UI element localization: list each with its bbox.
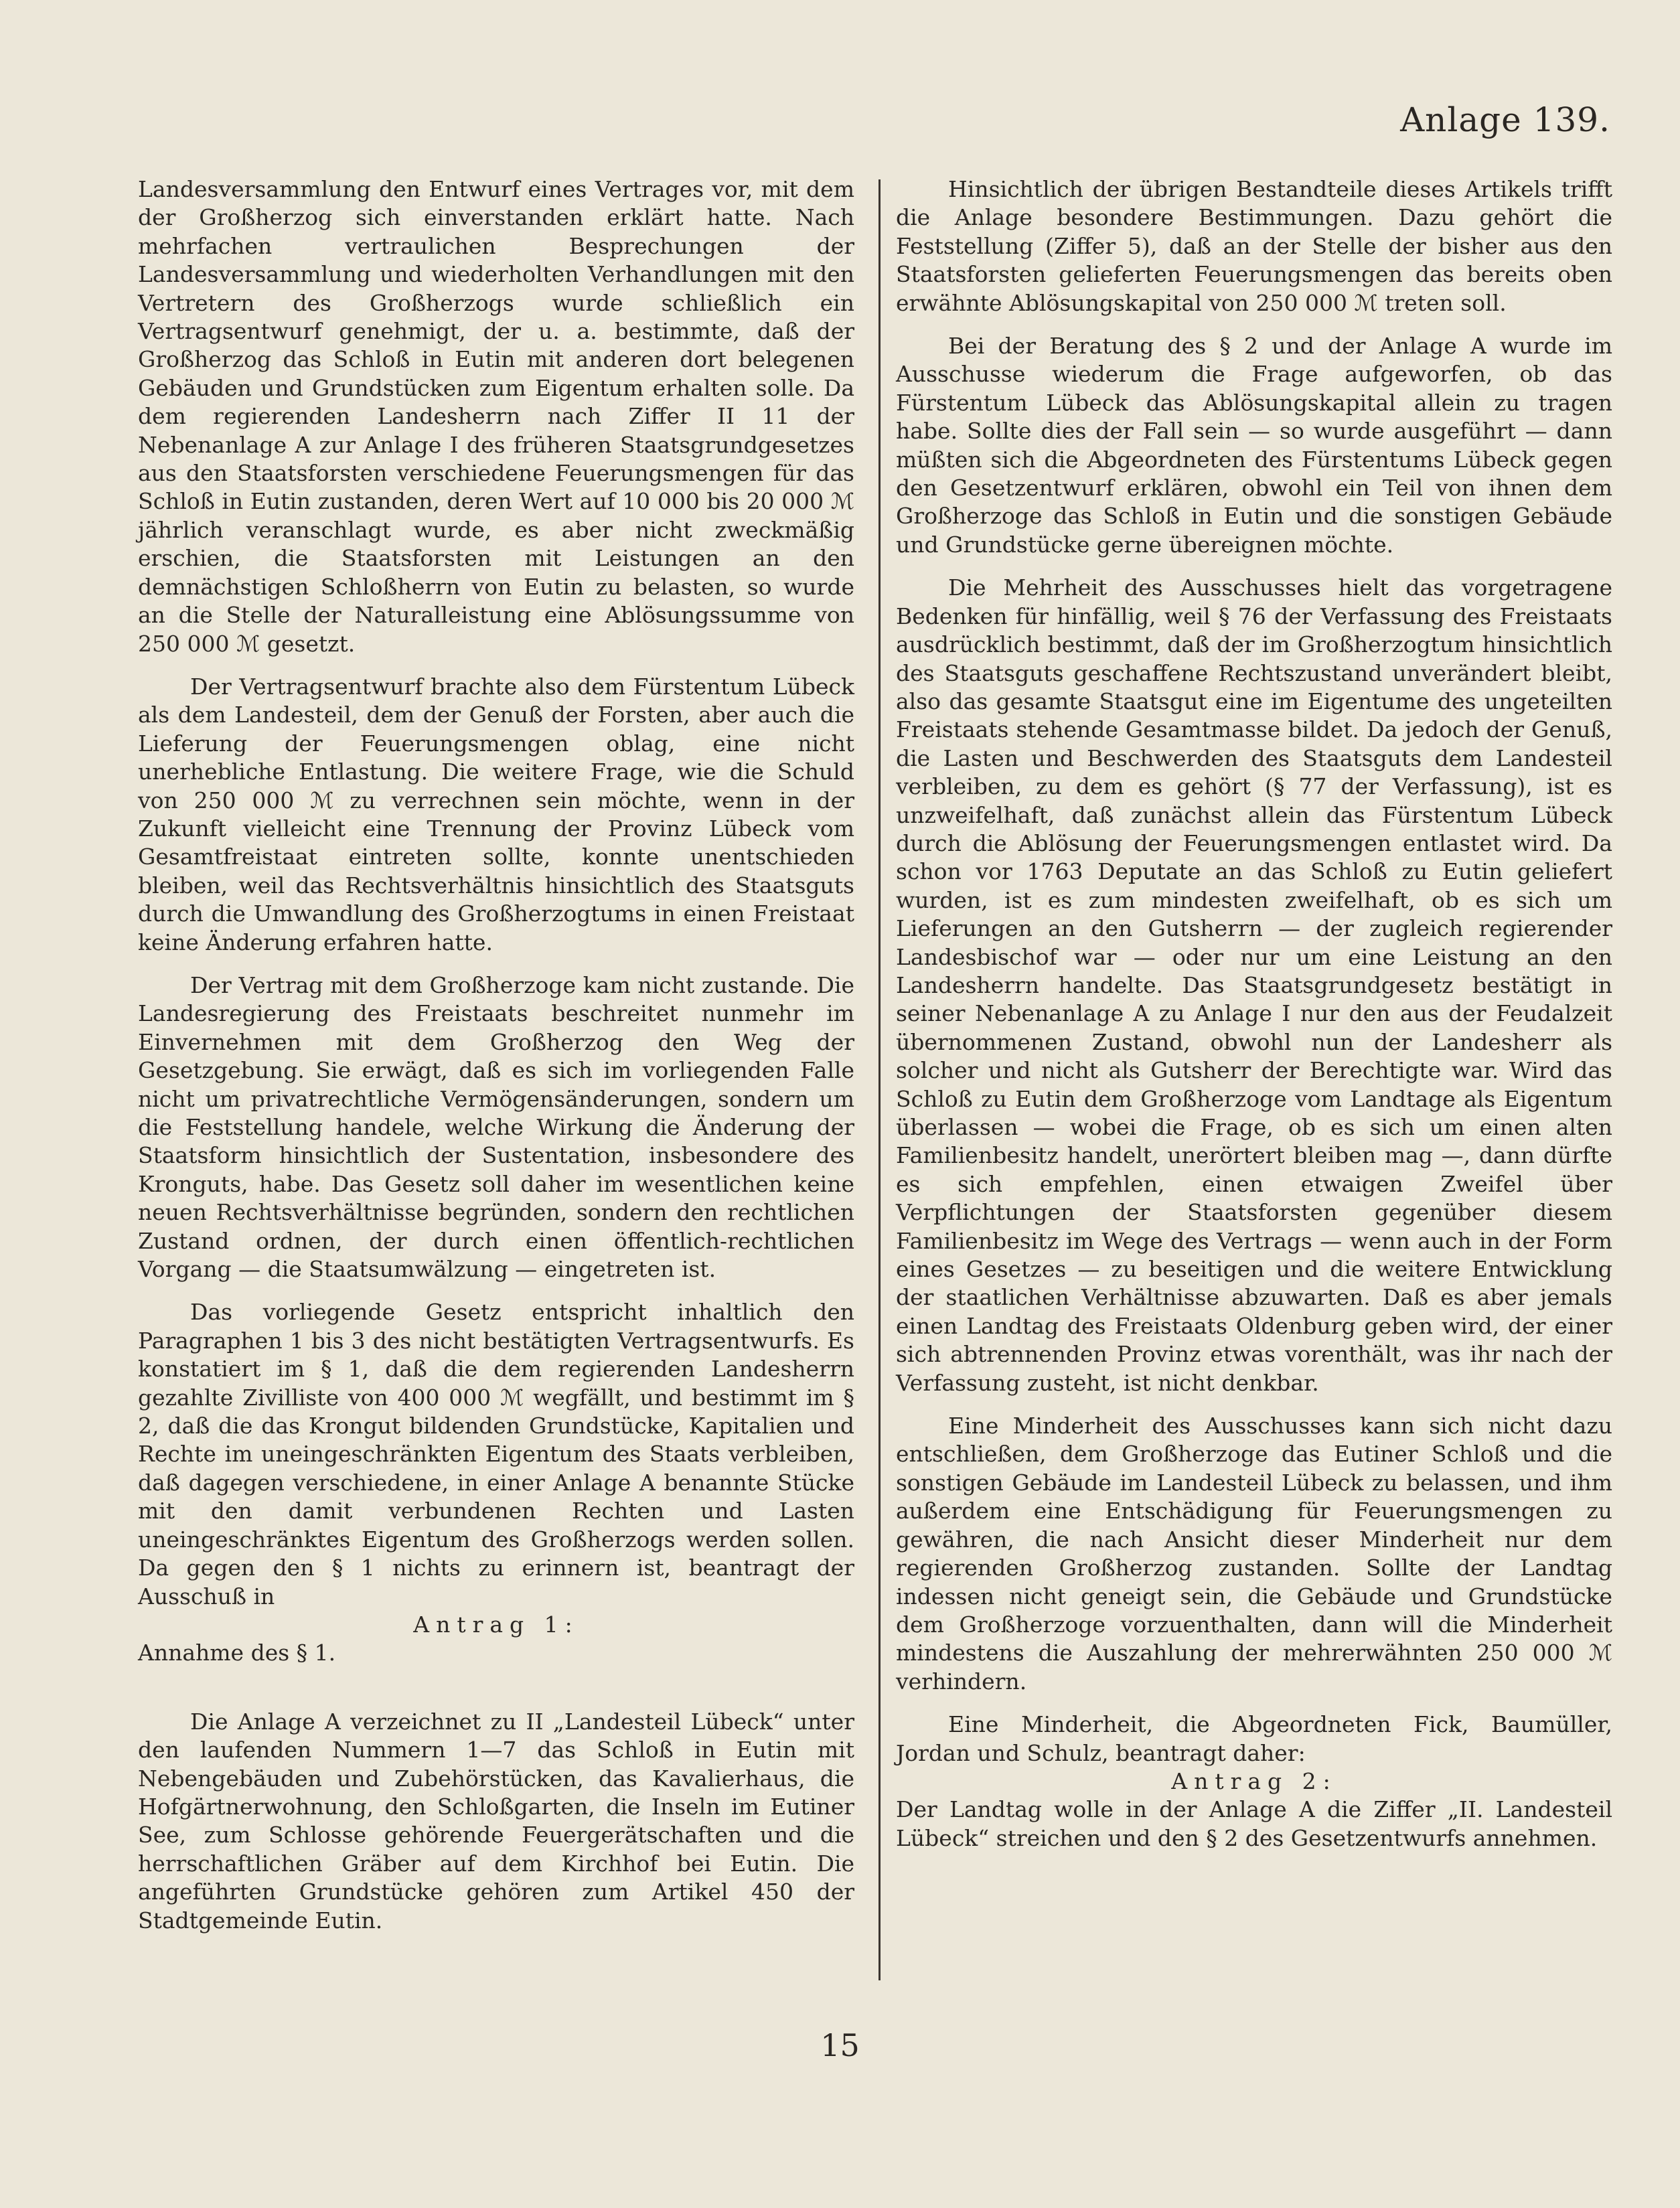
motion-text: Annahme des § 1.: [138, 1640, 336, 1666]
page-number: 15: [820, 2027, 860, 2063]
paragraph: Die Anlage A verzeichnet zu II „Landesteil Lübeck“ unter den laufenden Nummern 1—7 das Schloß in Eutin mit Nebengebäuden und Zubehörstücken, das Kavalierhaus, die Hofgärtnerwohnung, den Schloßgarten, die Inseln im Eutiner See, zum Schlosse gehörende Feuergerätschaften und die herrschaftlichen Gräber auf dem Kirchhof bei Eutin. Die angeführten Grundstücke gehören zum Artikel 450 der Stadtgemeinde Eutin.: [138, 1708, 854, 1934]
column-divider: [879, 179, 881, 1980]
paragraph: Der Vertrag mit dem Großherzoge kam nicht zustande. Die Landesregierung des Freistaats beschreitet nunmehr im Einvernehmen mit dem Großherzog den Weg der Gesetzgebung. Sie erwägt, daß es sich im vorliegenden Falle nicht um privatrechtliche Vermögensänderungen, sondern um die Feststellung handele, welche Wirkung die Änderung der Staatsform hinsichtlich der Sustentation, insbesondere des Kronguts, habe. Das Gesetz soll daher im wesentlichen keine neuen Rechtsverhältnisse begründen, sondern den rechtlichen Zustand ordnen, der durch einen öffentlich-rechtlichen Vorgang — die Staatsumwälzung — eingetreten ist.: [138, 971, 854, 1283]
paragraph: Der Vertragsentwurf brachte also dem Fürstentum Lübeck als dem Landesteil, dem der Genuß der Forsten, aber auch die Lieferung der Feuerungsmengen oblag, eine nicht unerhebliche Entlastung. Die weitere Frage, wie die Schuld von 250 000 ℳ zu verrechnen sein möchte, wenn in der Zukunft vielleicht eine Trennung der Provinz Lübeck vom Gesamtfreistaat eintreten sollte, konnte unentschieden bleiben, weil das Rechtsverhältnis hinsichtlich des Staatsguts durch die Umwandlung des Großherzogtums in einen Freistaat keine Änderung erfahren hatte.: [138, 673, 854, 955]
right-column: [896, 175, 1612, 1852]
paragraph: Bei der Beratung des § 2 und der Anlage A wurde im Ausschusse wiederum die Frage aufgeworfen, ob das Fürstentum Lübeck das Ablösungskapital allein zu tragen habe. Sollte dies der Fall sein — so wurde ausgeführt — dann müßten sich die Abgeordneten des Fürstentums Lübeck gegen den Gesetzentwurf erklären, obwohl ein Teil von ihnen dem Großherzoge das Schloß in Eutin und die sonstigen Gebäude und Grundstücke gerne übereignen möchte.: [896, 333, 1612, 558]
paragraph: Das vorliegende Gesetz entspricht inhaltlich den Paragraphen 1 bis 3 des nicht bestätigten Vertragsentwurfs. Es konstatiert im § 1, daß die dem regierenden Landesherrn gezahlte Zivilliste von 400 000 ℳ wegfällt, und bestimmt im § 2, daß die das Krongut bildenden Grundstücke, Kapitalien und Rechte im uneingeschränkten Eigentum des Staats verbleiben, daß dagegen verschiedene, in einer Anlage A benannte Stücke mit den damit verbundenen Rechten und Lasten uneingeschränktes Eigentum des Großherzogs werden sollen. Da gegen den § 1 nichts zu erinnern ist, beantragt der Ausschuß in: [138, 1299, 854, 1609]
motion-heading: Antrag 1:: [413, 1611, 579, 1638]
paragraph: Hinsichtlich der übrigen Bestandteile dieses Artikels trifft die Anlage besondere Bestimmungen. Dazu gehört die Feststellung (Ziffer 5), daß an der Stelle der bisher aus den Staatsforsten gelieferten Feuerungsmengen das bereits oben erwähnte Ablösungskapital von 250 000 ℳ treten soll.: [896, 176, 1612, 316]
motion-text: Der Landtag wolle in der Anlage A die Ziffer „II. Landesteil Lübeck“ streichen und den § 2 des Gesetzentwurfs annehmen.: [896, 1796, 1612, 1851]
paragraph: Landesversammlung den Entwurf eines Vertrages vor, mit dem der Großherzog sich einverstanden erklärt hatte. Nach mehrfachen vertraulichen Besprechungen der Landesversammlung und wiederholten Verhandlungen mit den Vertretern des Großherzogs wurde schließlich ein Vertragsentwurf genehmigt, der u. a. bestimmte, daß der Großherzog das Schloß in Eutin mit anderen dort belegenen Gebäuden und Grundstücken zum Eigentum erhalten solle. Da dem regierenden Landesherrn nach Ziffer II 11 der Nebenanlage A zur Anlage I des früheren Staatsgrundgesetzes aus den Staatsforsten verschiedene Feuerungsmengen für das Schloß in Eutin zustanden, deren Wert auf 10 000 bis 20 000 ℳ jährlich veranschlagt wurde, es aber nicht zweckmäßig erschien, die Staatsforsten mit Leistungen an den demnächstigen Schloßherrn von Eutin zu belasten, so wurde an die Stelle der Naturalleistung eine Ablösungssumme von 250 000 ℳ gesetzt.: [138, 176, 854, 657]
motion-heading: Antrag 2:: [1171, 1767, 1337, 1794]
paragraph: Die Mehrheit des Ausschusses hielt das vorgetragene Bedenken für hinfällig, weil § 76 der Verfassung des Freistaats ausdrücklich bestimmt, daß der im Großherzogtum hinsichtlich des Staatsguts geschaffene Rechtszustand unverändert bleibt, also das gesamte Staatsgut eine im Eigentume des ungeteilten Freistaats stehende Gesamtmasse bildet. Da jedoch der Genuß, die Lasten und Beschwerden des Staatsguts dem Landesteil verbleiben, zu dem es gehört (§ 77 der Verfassung), ist es unzweifelhaft, daß zunächst allein das Fürstentum Lübeck durch die Ablösung der Feuerungsmengen entlastet wird. Da schon vor 1763 Deputate an das Schloß zu Eutin geliefert wurden, ist es zum mindesten zweifelhaft, ob es sich um Lieferungen an den Gutsherrn — der zugleich regierender Landesbischof war — oder nur um eine Leistung an den Landesherrn handelte. Das Staatsgrundgesetz bestätigt in seiner Nebenanlage A zu Anlage I nur den aus der Feudalzeit übernommenen Zustand, obwohl nun der Landesherr als solcher und nicht als Gutsherr der Berechtigte war. Wird das Schloß zu Eutin dem Großherzoge vom Landtage als Eigentum überlassen — wobei die Frage, ob es sich um einen alten Familienbesitz handelt, unerörtert bleiben mag —, dann dürfte es sich empfehlen, einen etwaigen Zweifel über Verpflichtungen der Staatsforsten gegenüber diesem Familienbesitz im Wege des Vertrags — wenn auch in der Form eines Gesetzes — zu beseitigen und die weitere Entwicklung der staatlichen Verhältnisse abzuwarten. Daß es aber jemals einen Landtag des Freistaats Oldenburg geben wird, der einer sich abtrennenden Provinz etwas vorenthält, was ihr nach der Verfassung zusteht, ist nicht denkbar.: [896, 574, 1612, 1396]
paragraph: Eine Minderheit des Ausschusses kann sich nicht dazu entschließen, dem Großherzoge das Eutiner Schloß und die sonstigen Gebäude im Landesteil Lübeck zu belassen, und ihm außerdem eine Entschädigung für Feuerungsmengen zu gewähren, die nach Ansicht dieser Minderheit nur dem regierenden Großherzog zustanden. Sollte der Landtag indessen nicht geneigt sein, die Gebäude und Grundstücke dem Großherzoge vorzuenthalten, dann will die Minderheit mindestens die Auszahlung der mehrerwähnten 250 000 ℳ verhindern.: [896, 1413, 1612, 1694]
annex-label: Anlage 139.: [1400, 100, 1610, 139]
left-column: [138, 175, 854, 1935]
paragraph: Eine Minderheit, die Abgeordneten Fick, Baumüller, Jordan und Schulz, beantragt daher:: [896, 1711, 1612, 1766]
spacer: [138, 1668, 854, 1708]
